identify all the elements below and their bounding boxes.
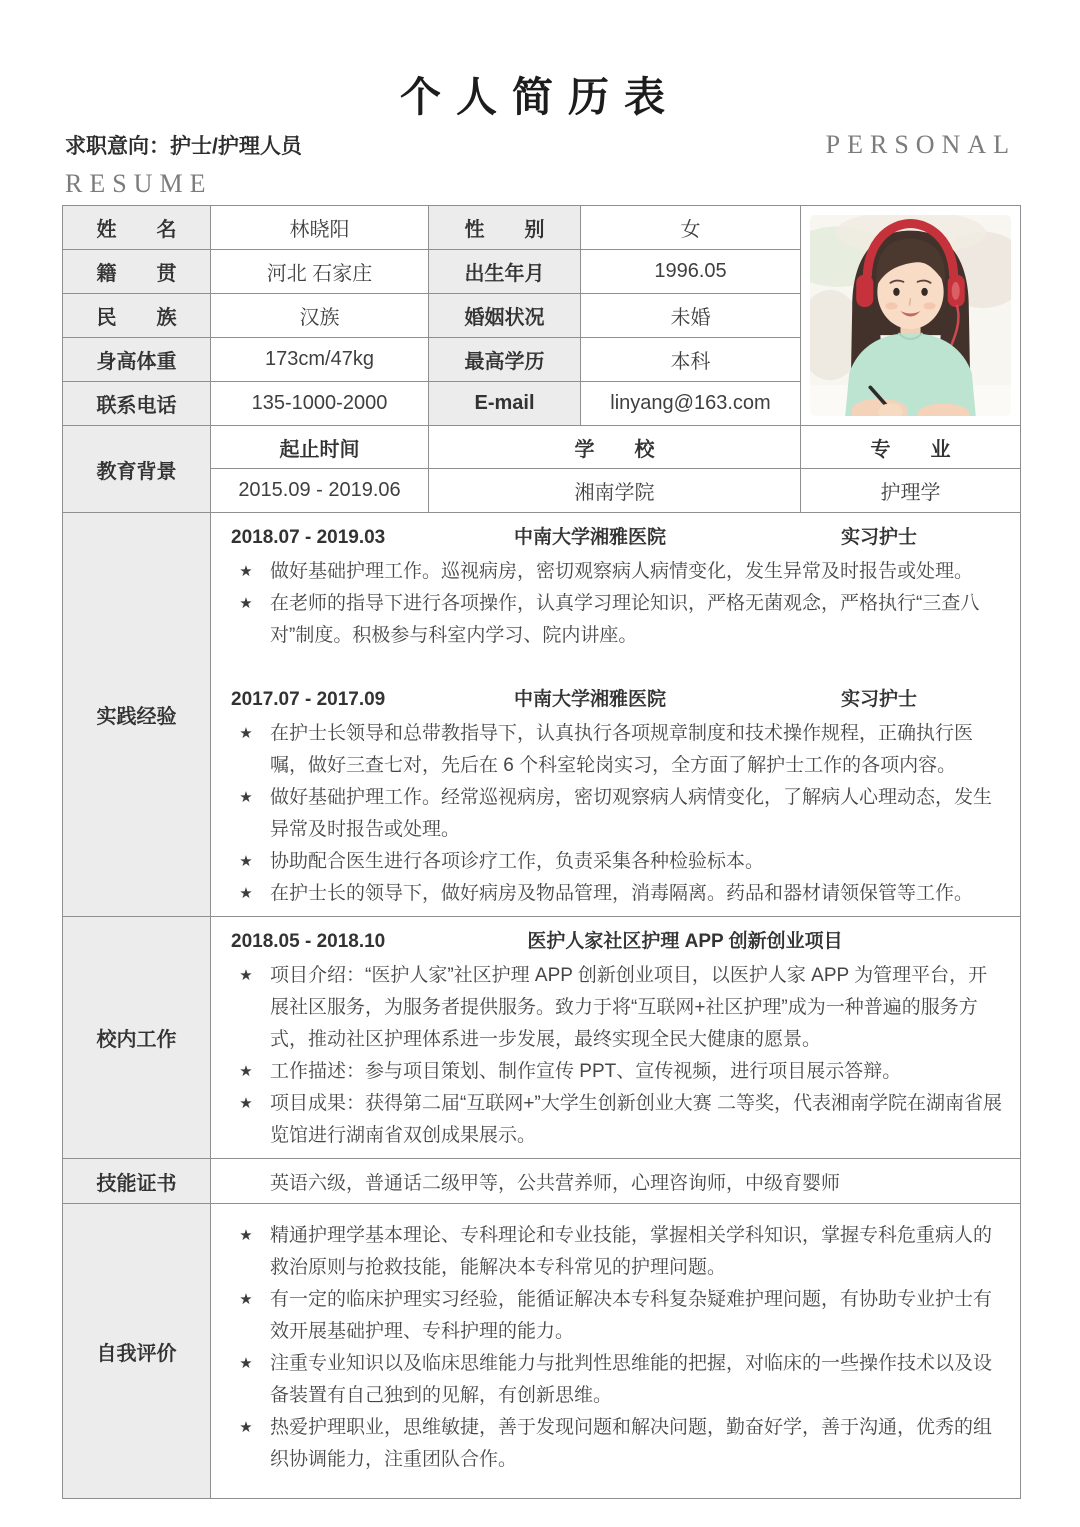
email-label: E-mail	[429, 382, 581, 426]
bullet-item	[231, 1220, 1004, 1284]
bullet-text: 有一定的临床护理实习经验，能循证解决本专科复杂疑难护理问题，有协助专业护士有效开展基础护理、专科护理的能力。	[270, 1289, 993, 1342]
education-major-header: 专 业	[801, 426, 1021, 469]
campus-period: 2018.05 - 2018.10	[231, 931, 386, 952]
degree-value: 本科	[581, 338, 801, 382]
height-weight-value: 173cm/47kg	[211, 338, 429, 382]
birthdate-value: 1996.05	[581, 250, 801, 294]
campus-row	[63, 917, 1021, 1159]
page-title: 个人简历表	[400, 74, 680, 120]
height-weight-label: 身高体重	[63, 338, 211, 382]
star-bullet-icon: ★	[239, 725, 253, 742]
skills-content: 英语六级，普通话二级甲等，公共营养师，心理咨询师，中级育婴师	[211, 1159, 1021, 1204]
star-bullet-icon: ★	[239, 967, 253, 984]
bullet-text: 在护士长的领导下，做好病房及物品管理，消毒隔离。药品和器材请领保管等工作。	[270, 883, 974, 904]
self-eval-bullets	[231, 1220, 1004, 1476]
bullet-item	[231, 1412, 1004, 1476]
practice-block-1	[231, 522, 1004, 652]
campus-bullets	[231, 960, 1004, 1152]
practice-block-1-org: 中南大学湘雅医院	[513, 527, 666, 548]
bullet-item	[231, 1284, 1004, 1348]
bullet-text: 在护士长领导和总带教指导下，认真执行各项规章制度和技术操作规程，正确执行医嘱，做好三查七对，先后在 6 个科室轮岗实习，全方面了解护士工作的各项内容。	[270, 723, 974, 776]
practice-block-2-bullets	[231, 718, 1004, 910]
skills-row	[63, 1159, 1021, 1204]
practice-block-2-header	[231, 684, 1004, 716]
bullet-text: 注重专业知识以及临床思维能力与批判性思维能的把握，对临床的一些操作技术以及设备装置有自己独到的见解，有创新思维。	[270, 1353, 993, 1406]
subheader-left	[65, 130, 302, 199]
resume-label: RESUME	[65, 169, 213, 198]
practice-block-1-period: 2018.07 - 2019.03	[231, 527, 386, 548]
bullet-text: 项目介绍：“医护人家”社区护理 APP 创新创业项目，以医护人家 APP 为管理平台，开展社区服务，为服务者提供服务。致力于将“互联网+社区护理”成为一种普遍的服务方式，推动社区护理体系进一步发展，最终实现全民大健康的愿景。	[270, 965, 988, 1050]
bullet-item	[231, 556, 1004, 588]
bullet-item	[231, 1088, 1004, 1152]
name-label: 姓 名	[63, 206, 211, 250]
star-bullet-icon: ★	[239, 1063, 253, 1080]
row-name-gender	[63, 206, 1021, 250]
subheader	[65, 130, 1016, 199]
practice-block-2-period: 2017.07 - 2017.09	[231, 689, 386, 710]
campus-block-header	[231, 926, 1004, 958]
practice-block-1-header	[231, 522, 1004, 554]
bullet-item	[231, 1056, 1004, 1088]
gender-label: 性 别	[429, 206, 581, 250]
bullet-text: 在老师的指导下进行各项操作，认真学习理论知识，严格无菌观念，严格执行“三查八对”制度。积极参与科室内学习、院内讲座。	[270, 593, 980, 646]
star-bullet-icon: ★	[239, 1227, 253, 1244]
origin-value: 河北 石家庄	[211, 250, 429, 294]
bullet-text: 工作描述：参与项目策划、制作宣传 PPT、宣传视频，进行项目展示答辩。	[270, 1061, 902, 1082]
star-bullet-icon: ★	[239, 1095, 253, 1112]
practice-block-2-org: 中南大学湘雅医院	[513, 689, 666, 710]
self-eval-section-label: 自我评价	[63, 1204, 211, 1499]
bullet-item	[231, 878, 1004, 910]
education-time-value: 2015.09 - 2019.06	[211, 469, 429, 513]
bullet-item	[231, 588, 1004, 652]
bullet-item	[231, 1348, 1004, 1412]
personal-label: PERSONAL	[825, 130, 1016, 159]
degree-label: 最高学历	[429, 338, 581, 382]
marital-label: 婚姻状况	[429, 294, 581, 338]
star-bullet-icon: ★	[239, 885, 253, 902]
applicant-photo	[810, 215, 1011, 416]
skills-section-label: 技能证书	[63, 1159, 211, 1204]
phone-label: 联系电话	[63, 382, 211, 426]
campus-block	[231, 926, 1004, 1152]
star-bullet-icon: ★	[239, 1355, 253, 1372]
email-value: linyang@163.com	[581, 382, 801, 426]
star-bullet-icon: ★	[239, 853, 253, 870]
practice-block-2-role: 实习护士	[840, 689, 917, 710]
star-bullet-icon: ★	[239, 1419, 253, 1436]
resume-table	[62, 205, 1021, 1499]
bullet-text: 做好基础护理工作。经常巡视病房，密切观察病人病情变化，了解病人心理动态，发生异常及时报告或处理。	[270, 787, 993, 840]
campus-project-title: 医护人家社区护理 APP 创新创业项目	[527, 931, 843, 952]
practice-content	[211, 513, 1021, 917]
star-bullet-icon: ★	[239, 1291, 253, 1308]
practice-block-1-role: 实习护士	[840, 527, 917, 548]
practice-row	[63, 513, 1021, 917]
birthdate-label: 出生年月	[429, 250, 581, 294]
bullet-item	[231, 782, 1004, 846]
photo-cell	[801, 206, 1021, 426]
job-intention: 求职意向：护士/护理人员	[65, 135, 302, 158]
education-major-value: 护理学	[801, 469, 1021, 513]
marital-value: 未婚	[581, 294, 801, 338]
bullet-text: 热爱护理职业，思维敏捷，善于发现问题和解决问题，勤奋好学，善于沟通，优秀的组织协调能力，注重团队合作。	[270, 1417, 993, 1470]
practice-block-1-bullets	[231, 556, 1004, 652]
bullet-item	[231, 846, 1004, 878]
education-time-header: 起止时间	[211, 426, 429, 469]
education-header-row	[63, 426, 1021, 469]
bullet-item	[231, 960, 1004, 1056]
campus-section-label: 校内工作	[63, 917, 211, 1159]
bullet-text: 项目成果：获得第二届“互联网+”大学生创新创业大赛 二等奖，代表湘南学院在湖南省展览馆进行湖南省双创成果展示。	[270, 1093, 1003, 1146]
practice-section-label: 实践经验	[63, 513, 211, 917]
ethnicity-value: 汉族	[211, 294, 429, 338]
bullet-item	[231, 718, 1004, 782]
star-bullet-icon: ★	[239, 789, 253, 806]
star-bullet-icon: ★	[239, 595, 253, 612]
origin-label: 籍 贯	[63, 250, 211, 294]
applicant-photo-illustration	[810, 215, 1011, 416]
campus-content	[211, 917, 1021, 1159]
self-eval-content	[211, 1204, 1021, 1499]
ethnicity-label: 民 族	[63, 294, 211, 338]
gender-value: 女	[581, 206, 801, 250]
bullet-text: 精通护理学基本理论、专科理论和专业技能，掌握相关学科知识，掌握专科危重病人的救治原则与抢救技能，能解决本专科常见的护理问题。	[270, 1225, 993, 1278]
bullet-text: 协助配合医生进行各项诊疗工作，负责采集各种检验标本。	[270, 851, 765, 872]
self-eval-row	[63, 1204, 1021, 1499]
education-school-header: 学 校	[429, 426, 801, 469]
name-value: 林晓阳	[211, 206, 429, 250]
bullet-text: 做好基础护理工作。巡视病房，密切观察病人病情变化，发生异常及时报告或处理。	[270, 561, 974, 582]
phone-value: 135-1000-2000	[211, 382, 429, 426]
practice-block-2	[231, 684, 1004, 910]
star-bullet-icon: ★	[239, 563, 253, 580]
education-school-value: 湘南学院	[429, 469, 801, 513]
education-section-label: 教育背景	[63, 426, 211, 513]
